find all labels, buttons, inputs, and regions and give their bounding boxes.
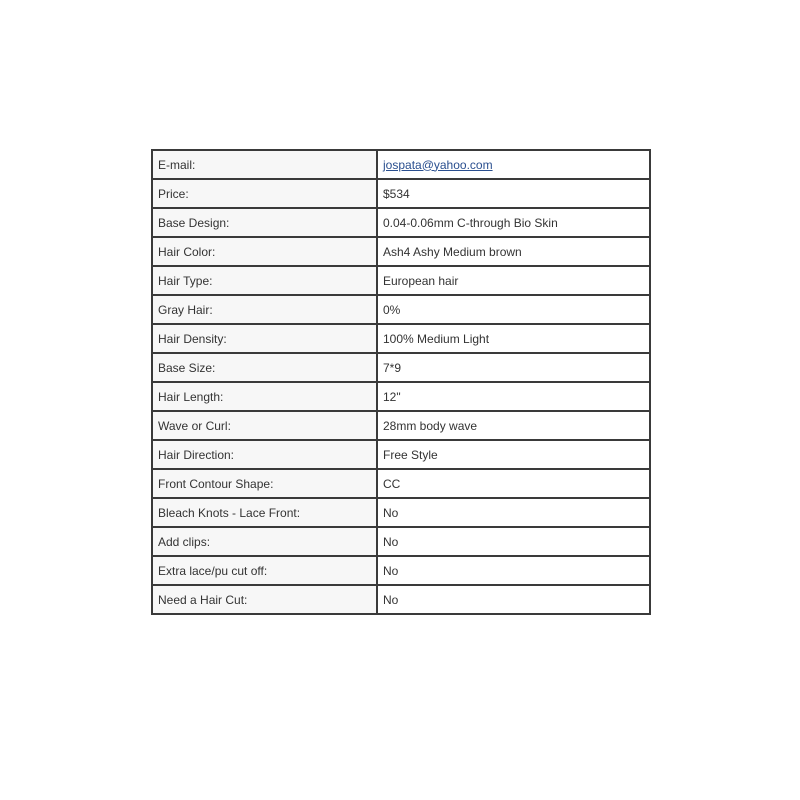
table-row-email — [152, 150, 650, 179]
table-row-add-clips — [152, 527, 650, 556]
table-row-price — [152, 179, 650, 208]
add-clips-label: Add clips: — [152, 527, 377, 556]
order-details-table — [151, 149, 651, 615]
table-row-front-contour-shape — [152, 469, 650, 498]
extra-lace-cut-off-label: Extra lace/pu cut off: — [152, 556, 377, 585]
table-row-hair-cut — [152, 585, 650, 614]
hair-color-label: Hair Color: — [152, 237, 377, 266]
bleach-knots-value: No — [377, 498, 650, 527]
add-clips-value: No — [377, 527, 650, 556]
wave-or-curl-value: 28mm body wave — [377, 411, 650, 440]
table-row-gray-hair — [152, 295, 650, 324]
table-row-base-design — [152, 208, 650, 237]
hair-density-label: Hair Density: — [152, 324, 377, 353]
hair-density-value: 100% Medium Light — [377, 324, 650, 353]
front-contour-shape-label: Front Contour Shape: — [152, 469, 377, 498]
table-row-hair-direction — [152, 440, 650, 469]
table-row-hair-density — [152, 324, 650, 353]
hair-type-value: European hair — [377, 266, 650, 295]
bleach-knots-label: Bleach Knots - Lace Front: — [152, 498, 377, 527]
hair-type-label: Hair Type: — [152, 266, 377, 295]
email-value-cell — [377, 150, 650, 179]
base-size-value: 7*9 — [377, 353, 650, 382]
table-row-hair-length — [152, 382, 650, 411]
table-row-wave-or-curl — [152, 411, 650, 440]
email-label: E-mail: — [152, 150, 377, 179]
hair-color-value: Ash4 Ashy Medium brown — [377, 237, 650, 266]
table-row-hair-color — [152, 237, 650, 266]
email-link[interactable]: jospata@yahoo.com — [383, 157, 493, 172]
hair-length-label: Hair Length: — [152, 382, 377, 411]
gray-hair-label: Gray Hair: — [152, 295, 377, 324]
base-design-value: 0.04-0.06mm C-through Bio Skin — [377, 208, 650, 237]
hair-cut-label: Need a Hair Cut: — [152, 585, 377, 614]
extra-lace-cut-off-value: No — [377, 556, 650, 585]
table-row-hair-type — [152, 266, 650, 295]
price-value: $534 — [377, 179, 650, 208]
base-design-label: Base Design: — [152, 208, 377, 237]
table-row-base-size — [152, 353, 650, 382]
table-row-extra-lace-cut-off — [152, 556, 650, 585]
table-row-bleach-knots — [152, 498, 650, 527]
gray-hair-value: 0% — [377, 295, 650, 324]
base-size-label: Base Size: — [152, 353, 377, 382]
front-contour-shape-value: CC — [377, 469, 650, 498]
hair-direction-value: Free Style — [377, 440, 650, 469]
price-label: Price: — [152, 179, 377, 208]
wave-or-curl-label: Wave or Curl: — [152, 411, 377, 440]
hair-length-value: 12" — [377, 382, 650, 411]
hair-cut-value: No — [377, 585, 650, 614]
hair-direction-label: Hair Direction: — [152, 440, 377, 469]
